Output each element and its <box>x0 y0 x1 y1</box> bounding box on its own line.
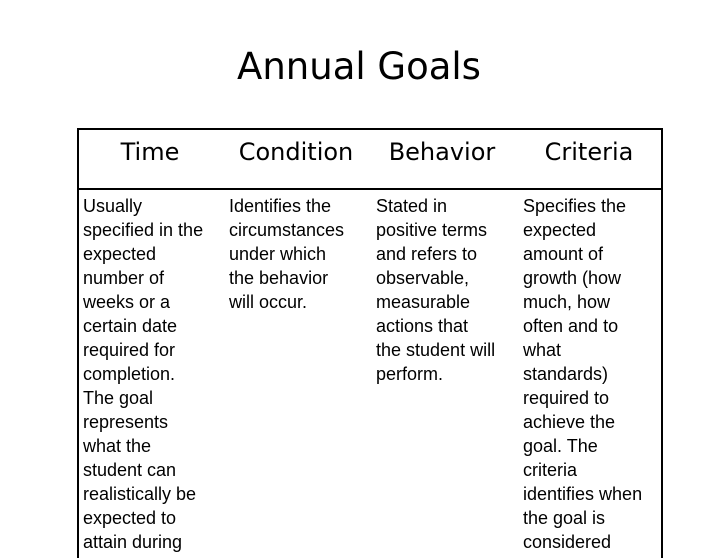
cell-criteria: Specifies the expected amount of growth (how much, how often and to what standards) required to achieve the goal. The criteria identifies when the goal is considered <box>523 196 643 552</box>
cell-condition: Identifies the circumstances under which the behavior will occur. <box>229 196 345 312</box>
header-criteria: Criteria <box>544 138 634 166</box>
header-condition: Condition <box>238 138 354 166</box>
header-time: Time <box>120 138 180 166</box>
cell-time: Usually specified in the expected number of weeks or a certain date required for completion. The goal represents what the student can realistically be expected to attain during <box>83 196 204 552</box>
header-divider <box>77 188 663 190</box>
slide-title: Annual Goals <box>237 45 481 88</box>
header-behavior: Behavior <box>388 138 496 166</box>
cell-behavior: Stated in positive terms and refers to observable, measurable actions that the student will perform. <box>376 196 496 384</box>
